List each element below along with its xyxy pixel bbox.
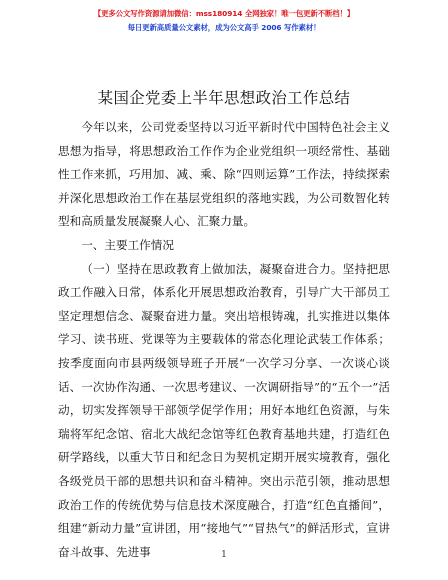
promo-banner-line-2: 每日更新高质量公文素材，成为公文高手 2006 写作素材！ (127, 23, 321, 32)
section-heading: 一、主要工作情况 (81, 237, 174, 252)
document-title: 某国企党委上半年思想政治工作总结 (97, 89, 351, 107)
document-body (58, 116, 390, 564)
intro-paragraph: 今年以来，公司党委坚持以习近平新时代中国特色社会主义思想为指导，将思想政治工作作为企业党组织一项经常性、基础性工作来抓，巧用加、减、乘、除“四则运算”工作法，持续探索并深化思想政治工作在基层党组织的落地实践，为公司数智化转型和高质量发展凝聚人心、汇聚力量。 (58, 120, 390, 229)
promo-banner-line-1: 【更多公文写作资源请加微信：mss180914 全网独家！唯一包更新不断档！】 (93, 9, 355, 18)
body-paragraph: （一）坚持在思政教育上做加法，凝聚奋进合力。坚持把思政工作融入日常，体系化开展思想政治教育，引导广大干部员工坚定理想信念、凝聚奋进力量。突出培根铸魂，扎实推进以集体学习、读书班、党课等为主要载体的常态化理论武装工作体系；按季度面向市县两级领导班子开展“一次学习分享、一次谈心谈话、一次协作沟通、一次思考建议、一次调研指导”的“五个一”活动，切实发挥领导干部领学促学作用；用好本地红色资源，与朱瑞将军纪念馆、宿北大战纪念馆等红色教育基地共建，打造红色研学路线，以重大节日和纪念日为契机定期开展实境教育，强化各级党员干部的思想共识和奋斗精神。突出示范引领，推动思想政治工作的传统优势与信息技术深度融合，打造“红色直播间”，组建“新动力量”宣讲团，用“接地气”“冒热气”的鲜活形式，宣讲奋斗故事、先进事 (58, 261, 390, 559)
page-number: 1 (221, 550, 227, 560)
